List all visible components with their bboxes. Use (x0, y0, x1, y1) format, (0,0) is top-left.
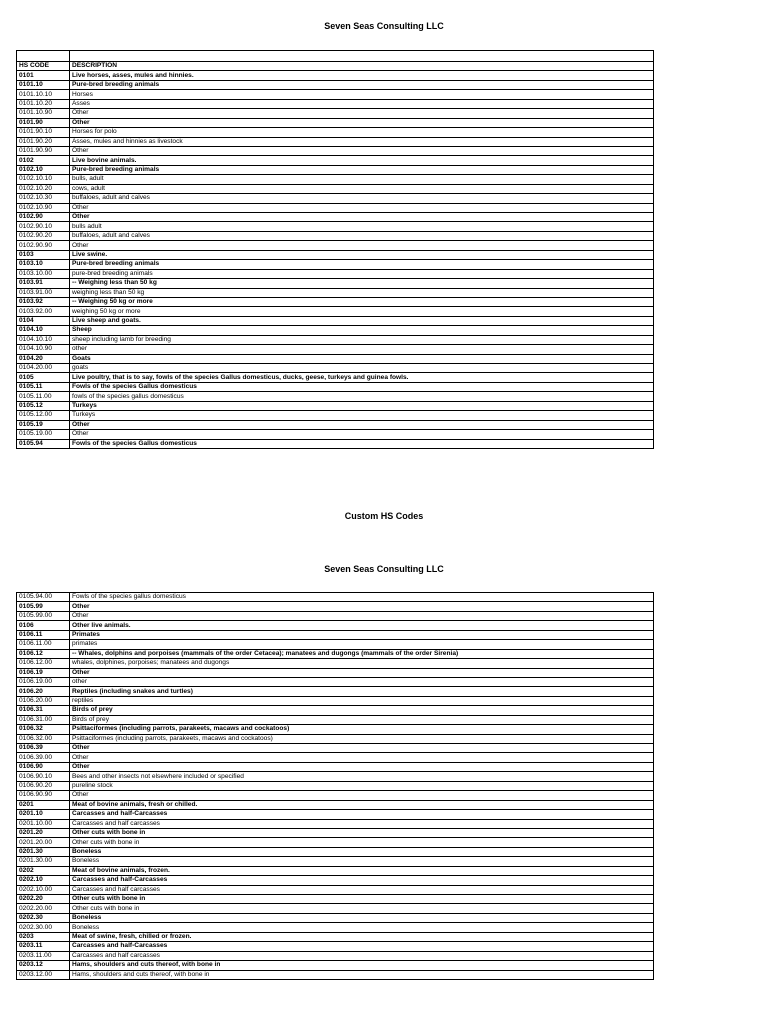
table-row (17, 222, 654, 231)
table-row (17, 439, 654, 448)
table-row (17, 316, 654, 325)
hs-code-cell: 0106.12 (17, 649, 70, 658)
column-header-description: DESCRIPTION (70, 62, 654, 71)
hs-code-cell: 0203.11 (17, 942, 70, 951)
table-row (17, 753, 654, 762)
table-row (17, 640, 654, 649)
table-row (17, 335, 654, 344)
description-cell: Fowls of the species Gallus domesticus (70, 439, 654, 448)
table-row (17, 838, 654, 847)
table-row (17, 715, 654, 724)
hs-code-table (16, 50, 654, 449)
table-header-row (17, 62, 654, 71)
description-cell: Live poultry, that is to say, fowls of the species Gallus domesticus, ducks, geese, turkeys and guinea fowls. (70, 373, 654, 382)
table-row (17, 961, 654, 970)
hs-code-cell: 0105.12 (17, 401, 70, 410)
hs-code-cell: 0106.20.00 (17, 696, 70, 705)
description-cell: Other (70, 602, 654, 611)
description-cell: Birds of prey (70, 715, 654, 724)
description-cell: weighing 50 kg or more (70, 307, 654, 316)
description-cell: Boneless (70, 847, 654, 856)
table-row (17, 430, 654, 439)
hs-code-cell: 0106.39 (17, 744, 70, 753)
table-row (17, 279, 654, 288)
hs-code-cell: 0105 (17, 373, 70, 382)
hs-code-cell: 0106.11 (17, 630, 70, 639)
hs-code-cell: 0203 (17, 932, 70, 941)
hs-code-cell: 0102.90.90 (17, 241, 70, 250)
description-cell: Other cuts with bone in (70, 895, 654, 904)
description-cell: Live swine. (70, 250, 654, 259)
table-row (17, 109, 654, 118)
hs-code-cell: 0102.90.20 (17, 231, 70, 240)
table-row (17, 213, 654, 222)
hs-code-cell: 0106.11.00 (17, 640, 70, 649)
table-row (17, 762, 654, 771)
hs-code-cell: 0101.90.20 (17, 137, 70, 146)
hs-code-cell: 0105.94 (17, 439, 70, 448)
hs-code-cell: 0202.10 (17, 876, 70, 885)
table-row (17, 382, 654, 391)
description-cell: Other (70, 744, 654, 753)
hs-code-cell: 0104.20 (17, 354, 70, 363)
table-row (17, 828, 654, 837)
hs-code-cell: 0104.10.10 (17, 335, 70, 344)
description-cell: cows, adult (70, 184, 654, 193)
table-row (17, 970, 654, 979)
table-row (17, 354, 654, 363)
description-cell: Horses (70, 90, 654, 99)
table-row (17, 734, 654, 743)
table-row (17, 260, 654, 269)
hs-code-cell: 0202.30 (17, 913, 70, 922)
hs-code-cell: 0105.12.00 (17, 411, 70, 420)
hs-code-cell: 0106.31.00 (17, 715, 70, 724)
description-cell: Other cuts with bone in (70, 828, 654, 837)
hs-code-cell: 0106.32.00 (17, 734, 70, 743)
hs-code-cell: 0103.91.00 (17, 288, 70, 297)
description-cell: fowls of the species gallus domesticus (70, 392, 654, 401)
description-cell: Pure-bred breeding animals (70, 165, 654, 174)
description-cell: Asses (70, 99, 654, 108)
table-row (17, 895, 654, 904)
table-row (17, 250, 654, 259)
description-cell: Horses for polo (70, 128, 654, 137)
table-row (17, 677, 654, 686)
hs-code-cell: 0105.99.00 (17, 611, 70, 620)
hs-code-cell: 0203.12 (17, 961, 70, 970)
hs-code-cell: 0104.10.90 (17, 345, 70, 354)
table-row (17, 288, 654, 297)
description-cell: Psittaciformes (including parrots, parakeets, macaws and cockatoos) (70, 734, 654, 743)
hs-code-cell: 0106.19 (17, 668, 70, 677)
description-cell: Sheep (70, 326, 654, 335)
table-row (17, 175, 654, 184)
hs-code-cell: 0105.11 (17, 382, 70, 391)
table-row (17, 725, 654, 734)
description-cell: Fowls of the species Gallus domesticus (70, 382, 654, 391)
table-row (17, 611, 654, 620)
hs-code-cell: 0106 (17, 621, 70, 630)
description-cell: Psittaciformes (including parrots, parakeets, macaws and cockatoos) (70, 725, 654, 734)
table-row (17, 99, 654, 108)
description-cell: Carcasses and half carcasses (70, 951, 654, 960)
table-row (17, 326, 654, 335)
description-cell: Carcasses and half-Carcasses (70, 876, 654, 885)
table-row (17, 90, 654, 99)
description-cell: Other (70, 241, 654, 250)
hs-code-table-continued (16, 592, 654, 980)
description-cell: pure-bred breeding animals (70, 269, 654, 278)
description-cell: Other (70, 753, 654, 762)
description-cell: Other (70, 109, 654, 118)
hs-code-cell: 0202.20.00 (17, 904, 70, 913)
hs-code-cell: 0201.30 (17, 847, 70, 856)
hs-code-cell: 0202.10.00 (17, 885, 70, 894)
description-cell: Carcasses and half carcasses (70, 819, 654, 828)
description-cell: buffaloes, adult and calves (70, 231, 654, 240)
hs-code-cell: 0203.11.00 (17, 951, 70, 960)
table-row (17, 951, 654, 960)
hs-code-cell: 0102.10.30 (17, 194, 70, 203)
table-row (17, 118, 654, 127)
description-cell: Boneless (70, 913, 654, 922)
hs-code-cell: 0201.10 (17, 810, 70, 819)
table-row (17, 128, 654, 137)
description-cell: weighing less than 50 kg (70, 288, 654, 297)
description-cell: Other cuts with bone in (70, 904, 654, 913)
hs-code-cell: 0202.30.00 (17, 923, 70, 932)
description-cell: Bees and other insects not elsewhere included or specified (70, 772, 654, 781)
description-cell: Other live animals. (70, 621, 654, 630)
table-row (17, 156, 654, 165)
hs-code-cell: 0202.20 (17, 895, 70, 904)
hs-code-cell: 0102.10.20 (17, 184, 70, 193)
table-row (17, 146, 654, 155)
table-row (17, 593, 654, 602)
hs-code-cell: 0106.12.00 (17, 659, 70, 668)
hs-code-cell: 0105.11.00 (17, 392, 70, 401)
hs-code-cell: 0101.10.20 (17, 99, 70, 108)
hs-code-cell: 0106.90.20 (17, 781, 70, 790)
description-cell: sheep including lamb for breeding (70, 335, 654, 344)
hs-code-cell: 0102.10.10 (17, 175, 70, 184)
table-row (17, 847, 654, 856)
description-cell: Birds of prey (70, 706, 654, 715)
table-row (17, 184, 654, 193)
description-cell: Meat of swine, fresh, chilled or frozen. (70, 932, 654, 941)
description-cell: Live horses, asses, mules and hinnies. (70, 71, 654, 80)
table-row (17, 744, 654, 753)
hs-code-cell: 0101.90.90 (17, 146, 70, 155)
footer-label: Custom HS Codes (344, 511, 424, 521)
table-row (17, 241, 654, 250)
table-row (17, 791, 654, 800)
column-header-hs-code: HS CODE (17, 62, 70, 71)
table-row (17, 696, 654, 705)
description-cell: Other (70, 791, 654, 800)
table-row (17, 307, 654, 316)
table-row (17, 345, 654, 354)
description-cell: Turkeys (70, 411, 654, 420)
hs-code-cell: 0102.10 (17, 165, 70, 174)
description-cell: Pure-bred breeding animals (70, 80, 654, 89)
hs-code-cell: 0106.32 (17, 725, 70, 734)
table-row (17, 364, 654, 373)
description-cell: Other (70, 611, 654, 620)
description-cell: bulls adult (70, 222, 654, 231)
table-row (17, 687, 654, 696)
table-row (17, 630, 654, 639)
hs-code-cell: 0103.10.00 (17, 269, 70, 278)
description-cell: Other (70, 213, 654, 222)
description-cell: Live sheep and goats. (70, 316, 654, 325)
table-row (17, 932, 654, 941)
hs-code-cell: 0106.90.90 (17, 791, 70, 800)
hs-code-cell: 0102 (17, 156, 70, 165)
table-cell (70, 51, 654, 62)
description-cell: other (70, 345, 654, 354)
description-cell: Asses, mules and hinnies as livestock (70, 137, 654, 146)
hs-code-cell: 0104.10 (17, 326, 70, 335)
hs-code-cell: 0105.94.00 (17, 593, 70, 602)
blank-row (17, 51, 654, 62)
table-row (17, 649, 654, 658)
table-row (17, 904, 654, 913)
table-row (17, 772, 654, 781)
description-cell: Other (70, 203, 654, 212)
table-row (17, 194, 654, 203)
hs-code-cell: 0201.30.00 (17, 857, 70, 866)
description-cell: goats (70, 364, 654, 373)
description-cell: Meat of bovine animals, fresh or chilled. (70, 800, 654, 809)
table-row (17, 885, 654, 894)
hs-code-cell: 0201.20.00 (17, 838, 70, 847)
hs-code-cell: 0203.12.00 (17, 970, 70, 979)
hs-code-cell: 0106.39.00 (17, 753, 70, 762)
description-cell: other (70, 677, 654, 686)
hs-code-cell: 0103.92 (17, 297, 70, 306)
hs-code-cell: 0103.91 (17, 279, 70, 288)
description-cell: Turkeys (70, 401, 654, 410)
hs-code-cell: 0105.99 (17, 602, 70, 611)
description-cell: Other (70, 420, 654, 429)
hs-code-cell: 0103 (17, 250, 70, 259)
table-row (17, 810, 654, 819)
table-row (17, 942, 654, 951)
table-row (17, 297, 654, 306)
table-row (17, 706, 654, 715)
hs-code-cell: 0202 (17, 866, 70, 875)
company-title: Seven Seas Consulting LLC (324, 21, 444, 31)
table-row (17, 203, 654, 212)
description-cell: Meat of bovine animals, frozen. (70, 866, 654, 875)
hs-code-cell: 0106.90 (17, 762, 70, 771)
description-cell: -- Whales, dolphins and porpoises (mammals of the order Cetacea); manatees and dugongs (mammals of the order Sirenia) (70, 649, 654, 658)
description-cell: Carcasses and half-Carcasses (70, 810, 654, 819)
description-cell: Pure-bred breeding animals (70, 260, 654, 269)
description-cell: Boneless (70, 857, 654, 866)
hs-code-cell: 0103.92.00 (17, 307, 70, 316)
table-row (17, 876, 654, 885)
hs-code-cell: 0102.10.90 (17, 203, 70, 212)
table-row (17, 923, 654, 932)
table-row (17, 866, 654, 875)
table-row (17, 913, 654, 922)
description-cell: Other cuts with bone in (70, 838, 654, 847)
description-cell: Reptiles (including snakes and turtles) (70, 687, 654, 696)
description-cell: Carcasses and half carcasses (70, 885, 654, 894)
table-row (17, 392, 654, 401)
description-cell: Primates (70, 630, 654, 639)
description-cell: Other (70, 668, 654, 677)
table-row (17, 231, 654, 240)
hs-code-cell: 0101.10 (17, 80, 70, 89)
hs-code-cell: 0201.20 (17, 828, 70, 837)
description-cell: whales, dolphines, porpoises; manatees and dugongs (70, 659, 654, 668)
hs-code-cell: 0101 (17, 71, 70, 80)
description-cell: -- Weighing 50 kg or more (70, 297, 654, 306)
hs-code-cell: 0103.10 (17, 260, 70, 269)
description-cell: Other (70, 146, 654, 155)
table-cell (17, 51, 70, 62)
table-row (17, 781, 654, 790)
table-row (17, 137, 654, 146)
hs-code-cell: 0104.20.00 (17, 364, 70, 373)
table-row (17, 269, 654, 278)
hs-code-cell: 0106.20 (17, 687, 70, 696)
hs-code-cell: 0104 (17, 316, 70, 325)
table-row (17, 857, 654, 866)
description-cell: Other (70, 430, 654, 439)
hs-code-cell: 0106.19.00 (17, 677, 70, 686)
description-cell: Hams, shoulders and cuts thereof, with bone in (70, 970, 654, 979)
description-cell: primates (70, 640, 654, 649)
hs-code-cell: 0106.90.10 (17, 772, 70, 781)
table-row (17, 165, 654, 174)
description-cell: reptiles (70, 696, 654, 705)
table-row (17, 71, 654, 80)
hs-code-cell: 0101.90 (17, 118, 70, 127)
hs-code-cell: 0102.90.10 (17, 222, 70, 231)
hs-code-cell: 0101.10.10 (17, 90, 70, 99)
description-cell: Goats (70, 354, 654, 363)
description-cell: -- Weighing less than 50 kg (70, 279, 654, 288)
table-row (17, 373, 654, 382)
description-cell: Carcasses and half-Carcasses (70, 942, 654, 951)
table-row (17, 602, 654, 611)
description-cell: Live bovine animals. (70, 156, 654, 165)
description-cell: buffaloes, adult and calves (70, 194, 654, 203)
hs-code-cell: 0105.19 (17, 420, 70, 429)
hs-code-cell: 0201 (17, 800, 70, 809)
table-row (17, 659, 654, 668)
table-row (17, 668, 654, 677)
hs-code-cell: 0101.90.10 (17, 128, 70, 137)
table-row (17, 401, 654, 410)
table-row (17, 420, 654, 429)
description-cell: Boneless (70, 923, 654, 932)
description-cell: Hams, shoulders and cuts thereof, with bone in (70, 961, 654, 970)
hs-code-cell: 0102.90 (17, 213, 70, 222)
hs-code-cell: 0101.10.90 (17, 109, 70, 118)
description-cell: pureline stock (70, 781, 654, 790)
table-row (17, 800, 654, 809)
hs-code-cell: 0106.31 (17, 706, 70, 715)
hs-code-cell: 0105.19.00 (17, 430, 70, 439)
table-row (17, 411, 654, 420)
table-row (17, 80, 654, 89)
table-row (17, 621, 654, 630)
company-title: Seven Seas Consulting LLC (324, 564, 444, 574)
hs-code-cell: 0201.10.00 (17, 819, 70, 828)
description-cell: bulls, adult (70, 175, 654, 184)
description-cell: Other (70, 762, 654, 771)
description-cell: Fowls of the species gallus domesticus (70, 593, 654, 602)
description-cell: Other (70, 118, 654, 127)
table-row (17, 819, 654, 828)
